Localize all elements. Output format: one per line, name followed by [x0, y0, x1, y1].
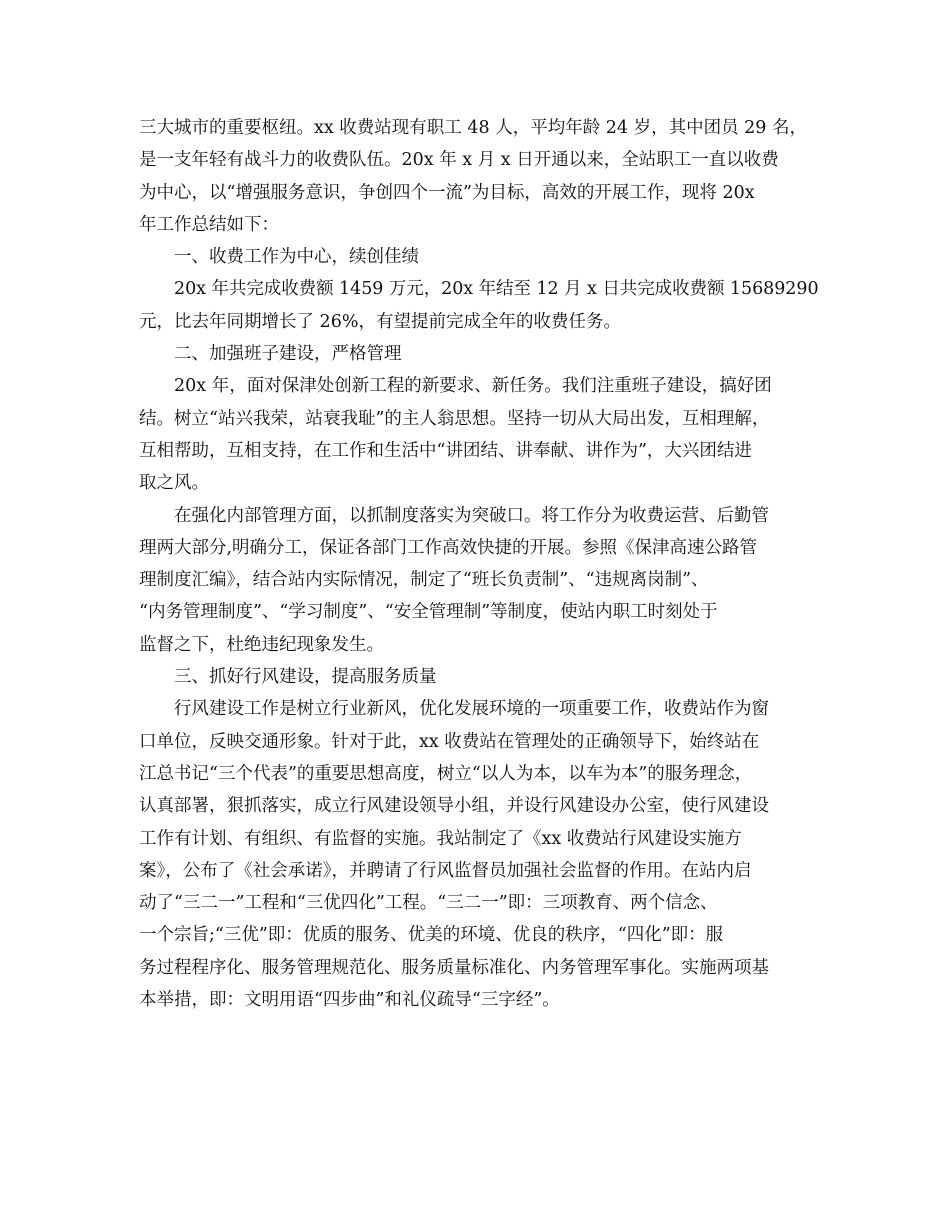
text-line: 行风建设工作是树立行业新风，优化发展环境的一项重要工作，收费站作为窗 — [174, 699, 769, 720]
text-line: 监督之下，杜绝违纪现象发生。 — [139, 634, 384, 655]
text-line: 江总书记“三个代表”的重要思想高度，树立“以人为本，以车为本”的服务理念， — [139, 763, 753, 784]
text-line: 理制度汇编》，结合站内实际情况，制定了“班长负责制”、“违规离岗制”、 — [139, 570, 709, 591]
section-heading-1 — [139, 241, 819, 273]
team-building-paragraph — [139, 370, 819, 499]
text-line: 工作有计划、有组织、有监督的实施。我站制定了《xx 收费站行风建设实施方 — [139, 828, 742, 849]
heading-text: 三、抓好行风建设，提高服务质量 — [174, 667, 437, 688]
text-line: 元，比去年同期增长了 26%，有望提前完成全年的收费任务。 — [139, 311, 621, 332]
text-line: 务过程程序化、服务管理规范化、服务质量标准化、内务管理军事化。实施两项基 — [139, 957, 769, 978]
toll-results-paragraph — [139, 273, 819, 338]
intro-paragraph — [139, 112, 819, 241]
text-line: 20x 年共完成收费额 1459 万元，20x 年结至 12 月 x 日共完成收费额 15689290 — [174, 279, 819, 300]
text-line: 动了“三二一”工程和“三优四化”工程。“三二一”即：三项教育、两个信念、 — [139, 893, 718, 914]
text-line: 为中心，以“增强服务意识，争创四个一流”为目标，高效的开展工作，现将 20x — [139, 182, 755, 203]
section-heading-2 — [139, 338, 819, 370]
text-line: 案》，公布了《社会承诺》，并聘请了行风监督员加强社会监督的作用。在站内启 — [139, 860, 752, 881]
internal-management-paragraph — [139, 500, 819, 661]
text-line: 20x 年，面对保津处创新工程的新要求、新任务。我们注重班子建设，搞好团 — [174, 376, 772, 397]
text-line: 年工作总结如下： — [139, 214, 279, 235]
text-line: “内务管理制度”、“学习制度”、“安全管理制”等制度，使站内职工时刻处于 — [139, 602, 718, 623]
text-line: 口单位，反映交通形象。针对于此，xx 收费站在管理处的正确领导下，始终站在 — [139, 731, 760, 752]
text-line: 本举措，即：文明用语“四步曲”和礼仪疏导“三字经”。 — [139, 990, 560, 1011]
text-line: 取之风。 — [139, 473, 209, 494]
text-line: 理两大部分,明确分工，保证各部门工作高效快捷的开展。参照《保津高速公路管 — [139, 537, 758, 558]
document-page — [139, 112, 819, 1016]
text-line: 在强化内部管理方面，以抓制度落实为突破口。将工作分为收费运营、后勤管 — [174, 505, 769, 526]
text-line: 结。树立“站兴我荣，站衰我耻”的主人翁思想。坚持一切从大局出发，互相理解， — [139, 408, 770, 429]
heading-text: 一、收费工作为中心，续创佳绩 — [174, 247, 419, 268]
text-line: 一个宗旨;“三优”即：优质的服务、优美的环境、优良的秩序，“四化”即：服 — [139, 925, 724, 946]
section-heading-3 — [139, 661, 819, 693]
conduct-building-paragraph — [139, 693, 819, 1016]
text-line: 互相帮助，互相支持，在工作和生活中“讲团结、讲奉献、讲作为”，大兴团结进 — [139, 440, 752, 461]
text-line: 是一支年轻有战斗力的收费队伍。20x 年 x 月 x 日开通以来，全站职工一直以收费 — [139, 150, 779, 171]
heading-text: 二、加强班子建设，严格管理 — [174, 344, 402, 365]
text-line: 认真部署，狠抓落实，成立行风建设领导小组，并设行风建设办公室，使行风建设 — [139, 796, 769, 817]
text-line: 三大城市的重要枢纽。xx 收费站现有职工 48 人，平均年龄 24 岁，其中团员 29 名， — [139, 118, 807, 138]
